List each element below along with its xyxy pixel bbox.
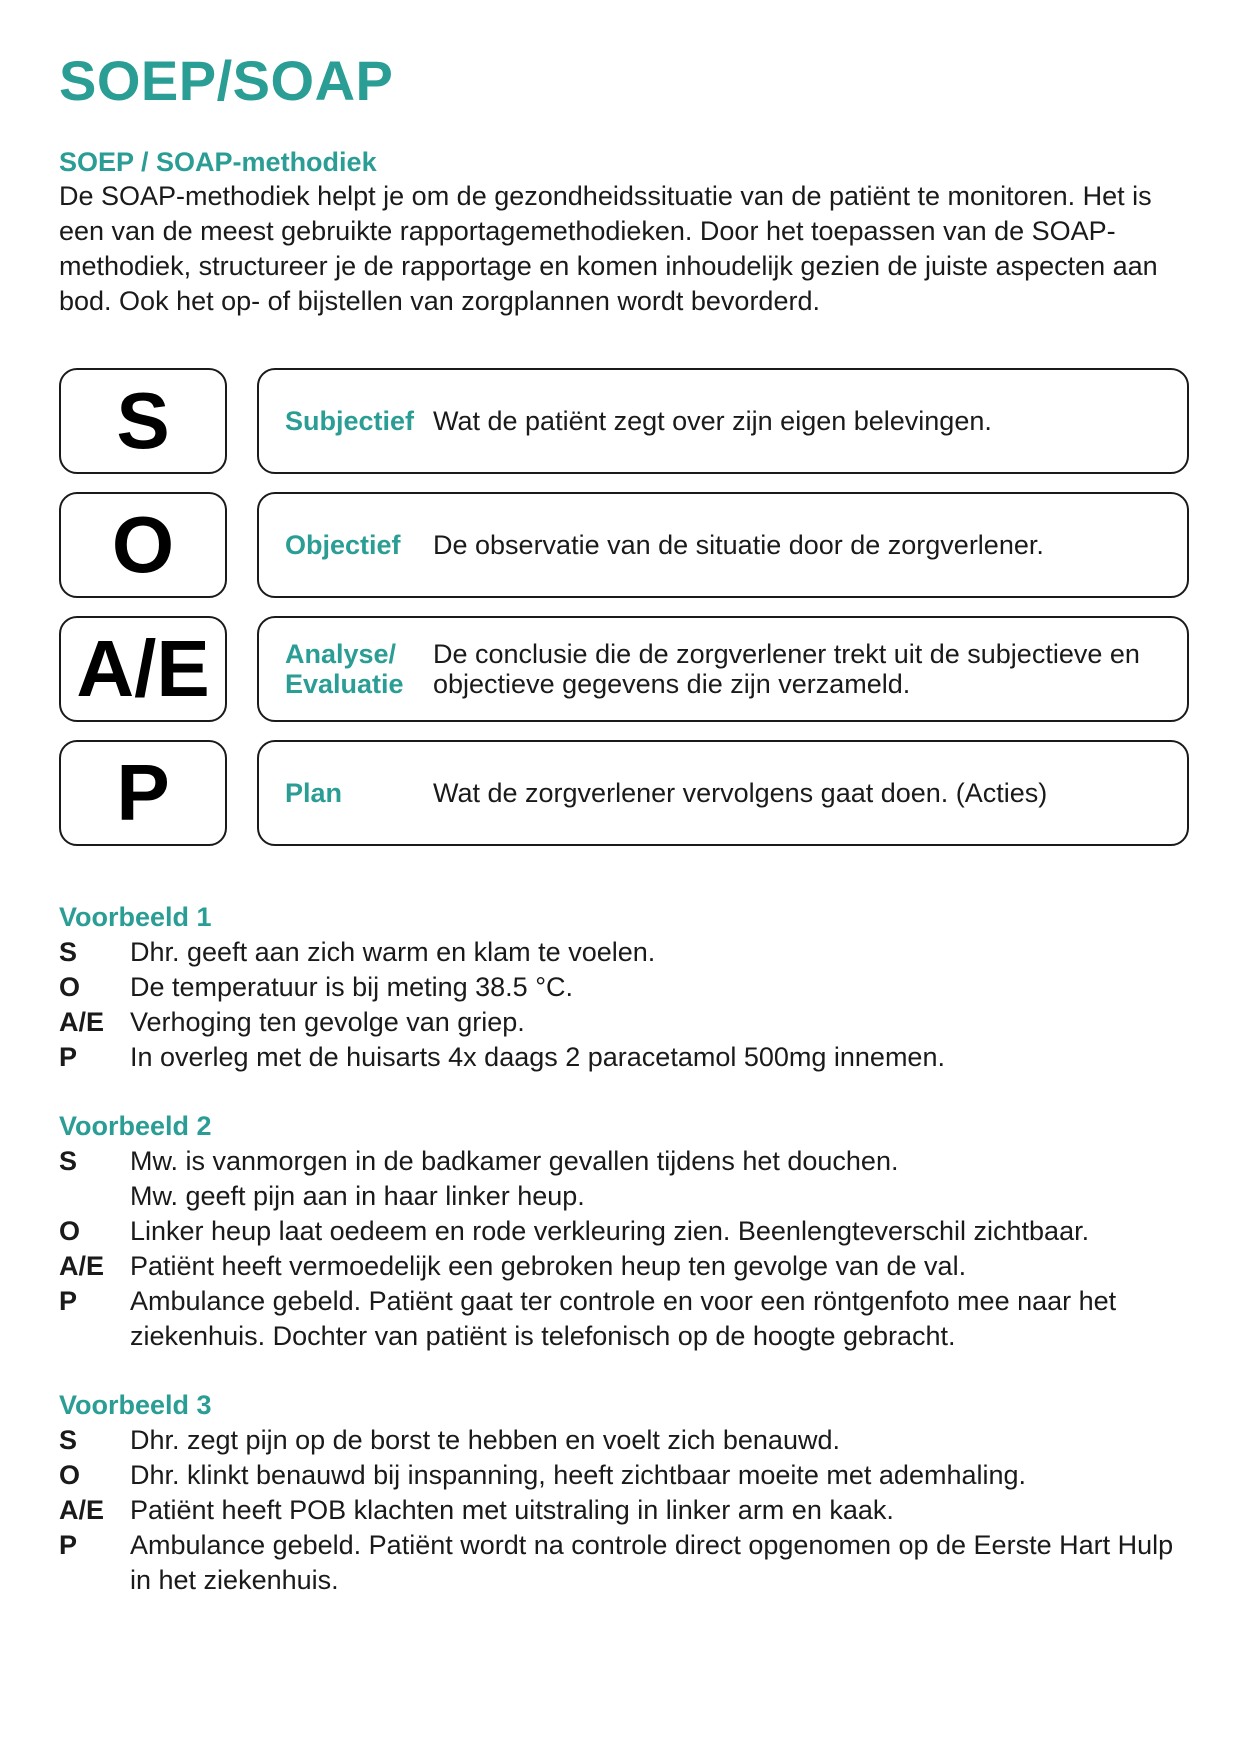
example-key: A/E <box>59 1007 105 1037</box>
example-text: Linker heup laat oedeem en rode verkleuring zien. Beenlengteverschil zichtbaar. <box>130 1216 1090 1246</box>
soap-row-ae <box>59 616 1189 722</box>
example-key: A/E <box>59 1495 105 1525</box>
soap-term: Objectief <box>285 530 401 560</box>
example-line <box>59 1005 1189 1040</box>
example-title: Voorbeeld 2 <box>59 1111 212 1141</box>
soap-description-box <box>257 740 1189 846</box>
example-key: S <box>59 1146 78 1176</box>
example-line <box>59 935 1189 970</box>
example-line <box>59 1284 1189 1354</box>
example-key: O <box>59 1460 81 1490</box>
example-title: Voorbeeld 3 <box>59 1390 212 1420</box>
example-line <box>59 1214 1189 1249</box>
example-key: O <box>59 1216 81 1246</box>
example-key: S <box>59 1425 78 1455</box>
soap-description-box <box>257 368 1189 474</box>
example-key: O <box>59 972 81 1002</box>
soap-letter-box: S <box>59 368 227 474</box>
example-line <box>59 1493 1189 1528</box>
example-line <box>59 1423 1189 1458</box>
example-line <box>59 1040 1189 1075</box>
examples-section <box>59 900 1189 1632</box>
soap-description: De observatie van de situatie door de zorgverlener. <box>433 530 1044 560</box>
example-key: S <box>59 937 78 967</box>
soap-term: Analyse/ Evaluatie <box>285 639 404 699</box>
example-text: Dhr. geeft aan zich warm en klam te voelen. <box>130 937 656 967</box>
example-key: P <box>59 1530 78 1560</box>
example-text: Patiënt heeft POB klachten met uitstraling in linker arm en kaak. <box>130 1495 894 1525</box>
example-title: Voorbeeld 1 <box>59 902 212 932</box>
intro-body: De SOAP-methodiek helpt je om de gezondheidssituatie van de patiënt te monitoren. Het is een van de meest gebruikte rapportagemethodieken. Door het toepassen van de SOAP-methodiek, structureer je de rapportage en komen inhoudelijk gezien de juiste aspecten aan bod. Ook het op- of bijstellen van zorgplannen wordt bevorderd. <box>59 181 1158 316</box>
example-key: P <box>59 1042 78 1072</box>
example-text: Dhr. klinkt benauwd bij inspanning, heeft zichtbaar moeite met ademhaling. <box>130 1460 1027 1490</box>
example-text: Mw. is vanmorgen in de badkamer gevallen tijdens het douchen. <box>130 1146 899 1176</box>
example-text: In overleg met de huisarts 4x daags 2 paracetamol 500mg innemen. <box>130 1042 945 1072</box>
example-line <box>59 1179 1189 1214</box>
example-text: Ambulance gebeld. Patiënt gaat ter controle en voor een röntgenfoto mee naar het ziekenhuis. Dochter van patiënt is telefonisch op de hoogte gebracht. <box>130 1286 1117 1351</box>
example-block <box>59 1109 1189 1354</box>
example-key <box>59 1179 130 1214</box>
soap-row-s <box>59 368 1189 474</box>
soap-description: De conclusie die de zorgverlener trekt uit de subjectieve en objectieve gegevens die zijn verzameld. <box>433 639 1140 699</box>
soap-description: Wat de patiënt zegt over zijn eigen belevingen. <box>433 406 992 436</box>
example-key: P <box>59 1286 78 1316</box>
example-block <box>59 1388 1189 1598</box>
soap-description-box <box>257 616 1189 722</box>
soap-letter-box: P <box>59 740 227 846</box>
example-text: Verhoging ten gevolge van griep. <box>130 1007 525 1037</box>
soap-letter-box: O <box>59 492 227 598</box>
soap-row-p <box>59 740 1189 846</box>
intro-heading: SOEP / SOAP-methodiek <box>59 147 377 177</box>
example-text: Dhr. zegt pijn op de borst te hebben en voelt zich benauwd. <box>130 1425 840 1455</box>
example-text: Ambulance gebeld. Patiënt wordt na controle direct opgenomen op de Eerste Hart Hulp in het ziekenhuis. <box>130 1530 1174 1595</box>
soap-description-box <box>257 492 1189 598</box>
page-title: SOEP/SOAP <box>59 49 394 112</box>
example-text: Patiënt heeft vermoedelijk een gebroken heup ten gevolge van de val. <box>130 1251 967 1281</box>
intro-section <box>59 145 1189 319</box>
example-line <box>59 1528 1189 1598</box>
example-line <box>59 970 1189 1005</box>
example-line <box>59 1458 1189 1493</box>
example-line <box>59 1144 1189 1179</box>
soap-term: Plan <box>285 778 343 808</box>
example-text: De temperatuur is bij meting 38.5 °C. <box>130 972 573 1002</box>
soap-term: Subjectief <box>285 406 415 436</box>
soap-letter-box: A/E <box>59 616 227 722</box>
soap-overview <box>59 368 1189 864</box>
soap-description: Wat de zorgverlener vervolgens gaat doen. (Acties) <box>433 778 1048 808</box>
example-line <box>59 1249 1189 1284</box>
soap-row-o <box>59 492 1189 598</box>
example-key: A/E <box>59 1251 105 1281</box>
example-block <box>59 900 1189 1075</box>
example-text: Mw. geeft pijn aan in haar linker heup. <box>130 1181 585 1211</box>
